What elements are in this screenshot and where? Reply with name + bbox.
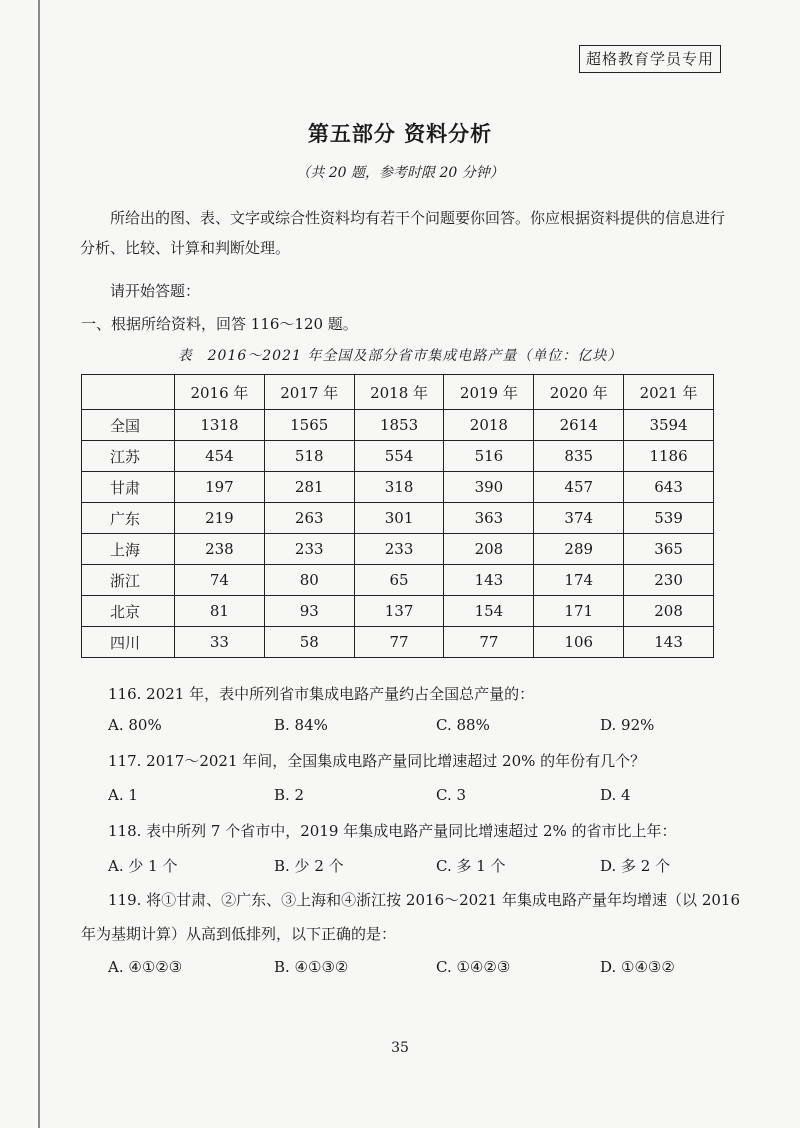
year-header-cell: 2021 年 <box>624 375 714 410</box>
value-cell: 143 <box>444 565 534 596</box>
option-d[interactable]: D. 多 2 个 <box>600 857 671 875</box>
region-name-cell: 江苏 <box>82 441 175 472</box>
value-cell: 33 <box>175 627 265 658</box>
value-cell: 1853 <box>354 410 444 441</box>
option-a[interactable]: A. 少 1 个 <box>108 857 178 875</box>
value-cell: 238 <box>175 534 265 565</box>
value-cell: 230 <box>624 565 714 596</box>
region-name-cell: 全国 <box>82 410 175 441</box>
value-cell: 318 <box>354 472 444 503</box>
table-row <box>82 503 714 534</box>
year-header-cell: 2018 年 <box>354 375 444 410</box>
region-name-cell: 四川 <box>82 627 175 658</box>
value-cell: 457 <box>534 472 624 503</box>
value-cell: 219 <box>175 503 265 534</box>
option-b[interactable]: B. ④①③② <box>274 958 349 976</box>
value-cell: 2018 <box>444 410 534 441</box>
region-name-cell: 广东 <box>82 503 175 534</box>
table-caption: 表 2016～2021 年全国及部分省市集成电路产量（单位：亿块） <box>177 348 623 364</box>
value-cell: 74 <box>175 565 265 596</box>
option-a[interactable]: A. 80% <box>108 716 162 734</box>
question-119-line1: 119. 将①甘肃、②广东、③上海和④浙江按 2016～2021 年集成电路产量年均增速（以 2016 <box>108 891 740 909</box>
question-119-line2: 年为基期计算）从高到低排列，以下正确的是： <box>81 925 397 943</box>
value-cell: 233 <box>354 534 444 565</box>
option-c[interactable]: C. ①④②③ <box>436 958 511 976</box>
value-cell: 143 <box>624 627 714 658</box>
year-header-cell: 2019 年 <box>444 375 534 410</box>
question-116: 116. 2021 年，表中所列省市集成电路产量约占全国总产量的： <box>108 685 535 703</box>
option-d[interactable]: D. 92% <box>600 716 655 734</box>
page-title: 第五部分 资料分析 <box>307 122 493 146</box>
options-118 <box>108 855 708 877</box>
value-cell: 301 <box>354 503 444 534</box>
region-name-cell: 上海 <box>82 534 175 565</box>
data-table <box>81 374 714 658</box>
value-cell: 1318 <box>175 410 265 441</box>
page-number: 35 <box>391 1040 409 1056</box>
section-heading: 一、根据所给资料，回答 116～120 题。 <box>81 315 358 333</box>
value-cell: 171 <box>534 596 624 627</box>
option-b[interactable]: B. 2 <box>274 786 305 804</box>
table-row <box>82 410 714 441</box>
option-a[interactable]: A. 1 <box>108 786 138 804</box>
year-header-cell: 2016 年 <box>175 375 265 410</box>
value-cell: 518 <box>264 441 354 472</box>
value-cell: 65 <box>354 565 444 596</box>
option-b[interactable]: B. 84% <box>274 716 328 734</box>
table-row <box>82 534 714 565</box>
option-c[interactable]: C. 多 1 个 <box>436 857 506 875</box>
value-cell: 77 <box>444 627 534 658</box>
value-cell: 454 <box>175 441 265 472</box>
value-cell: 80 <box>264 565 354 596</box>
region-name-cell: 北京 <box>82 596 175 627</box>
value-cell: 174 <box>534 565 624 596</box>
value-cell: 77 <box>354 627 444 658</box>
option-d[interactable]: D. ①④③② <box>600 958 675 976</box>
table-row <box>82 596 714 627</box>
table-header-row <box>82 375 714 410</box>
value-cell: 137 <box>354 596 444 627</box>
value-cell: 289 <box>534 534 624 565</box>
value-cell: 365 <box>624 534 714 565</box>
value-cell: 1186 <box>624 441 714 472</box>
options-117 <box>108 786 708 808</box>
option-c[interactable]: C. 88% <box>436 716 490 734</box>
table-row <box>82 627 714 658</box>
value-cell: 233 <box>264 534 354 565</box>
region-name-cell: 浙江 <box>82 565 175 596</box>
value-cell: 93 <box>264 596 354 627</box>
question-118: 118. 表中所列 7 个省市中，2019 年集成电路产量同比增速超过 2% 的省市比上年： <box>108 822 677 840</box>
value-cell: 106 <box>534 627 624 658</box>
value-cell: 208 <box>444 534 534 565</box>
stamp-label: 超格教育学员专用 <box>579 45 721 73</box>
value-cell: 81 <box>175 596 265 627</box>
table-row <box>82 565 714 596</box>
start-instruction: 请开始答题： <box>110 282 201 300</box>
value-cell: 3594 <box>624 410 714 441</box>
value-cell: 643 <box>624 472 714 503</box>
value-cell: 2614 <box>534 410 624 441</box>
options-116 <box>108 716 708 738</box>
value-cell: 835 <box>534 441 624 472</box>
question-117: 117. 2017～2021 年间，全国集成电路产量同比增速超过 20% 的年份有几个？ <box>108 752 646 770</box>
value-cell: 263 <box>264 503 354 534</box>
intro-paragraph: 所给出的图、表、文字或综合性资料均有若干个问题要你回答。你应根据资料提供的信息进行分析、比较、计算和判断处理。 <box>80 209 726 257</box>
value-cell: 390 <box>444 472 534 503</box>
option-a[interactable]: A. ④①②③ <box>108 958 183 976</box>
value-cell: 281 <box>264 472 354 503</box>
page-subtitle: （共 20 题，参考时限 20 分钟） <box>296 165 504 181</box>
table-row <box>82 472 714 503</box>
option-b[interactable]: B. 少 2 个 <box>274 857 344 875</box>
value-cell: 58 <box>264 627 354 658</box>
value-cell: 154 <box>444 596 534 627</box>
region-name-cell: 甘肃 <box>82 472 175 503</box>
value-cell: 1565 <box>264 410 354 441</box>
value-cell: 554 <box>354 441 444 472</box>
value-cell: 539 <box>624 503 714 534</box>
value-cell: 197 <box>175 472 265 503</box>
year-header-cell: 2017 年 <box>264 375 354 410</box>
table-corner-cell <box>82 375 175 410</box>
year-header-cell: 2020 年 <box>534 375 624 410</box>
value-cell: 208 <box>624 596 714 627</box>
value-cell: 374 <box>534 503 624 534</box>
options-119 <box>108 958 708 980</box>
value-cell: 363 <box>444 503 534 534</box>
option-c[interactable]: C. 3 <box>436 786 467 804</box>
option-d[interactable]: D. 4 <box>600 786 631 804</box>
table-row <box>82 441 714 472</box>
value-cell: 516 <box>444 441 534 472</box>
